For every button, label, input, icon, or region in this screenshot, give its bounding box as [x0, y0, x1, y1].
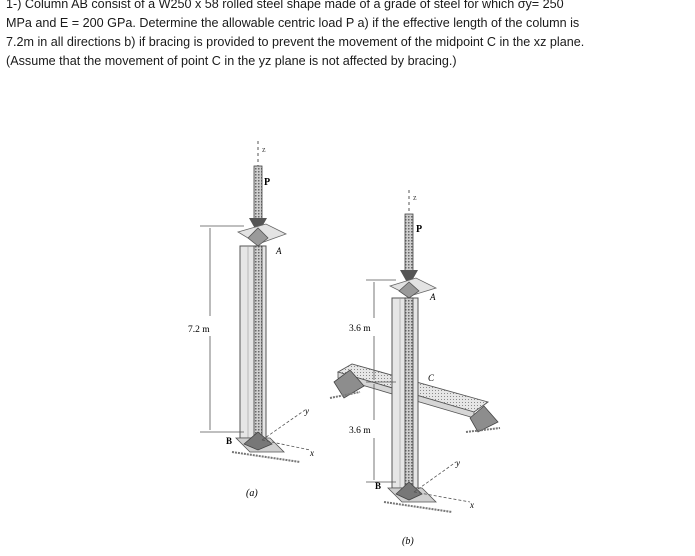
figure-a-point-a: A [276, 246, 282, 256]
figure-b-point-c: C [428, 373, 435, 383]
figure-b-lower-length: 3.6 m [349, 426, 371, 436]
figure-a-length: 7.2 m [188, 325, 210, 335]
figure-b-y-axis: y [456, 458, 460, 468]
figure-b-x-axis: x [470, 500, 474, 510]
figure-a-x-axis: x [310, 448, 314, 458]
figure-b-point-a: A [430, 292, 436, 302]
problem-line-4: (Assume that the movement of point C in the yz plane is not affected by bracing.) [6, 54, 457, 68]
figure-a [188, 141, 314, 499]
figure-b-z-label: z [413, 193, 417, 202]
figure-a-y-axis: y [305, 406, 309, 416]
figure-b-upper-length: 3.6 m [349, 324, 371, 334]
figure-b-load-label: P [416, 224, 423, 235]
problem-line-3: 7.2m in all directions b) if bracing is provided to prevent the movement of the midpoint C in the xz plane. [6, 35, 585, 49]
figure-a-column [240, 246, 266, 438]
figure-b [330, 190, 500, 547]
figure-a-point-b: B [226, 436, 233, 446]
problem-line-2: MPa and E = 200 GPa. Determine the allowable centric load P a) if the effective length of the column is [6, 16, 580, 30]
figure-b-column [392, 298, 418, 488]
figure-a-load-label: P [264, 177, 271, 188]
figure-a-caption: (a) [246, 488, 258, 499]
figure-b-point-b: B [375, 481, 382, 491]
problem-line-1: 1-) Column AB consist of a W250 x 58 rolled steel shape made of a grade of steel for which σy= 250 [6, 0, 564, 11]
figure-a-z-label: z [262, 145, 266, 154]
figure-b-caption: (b) [402, 536, 414, 547]
